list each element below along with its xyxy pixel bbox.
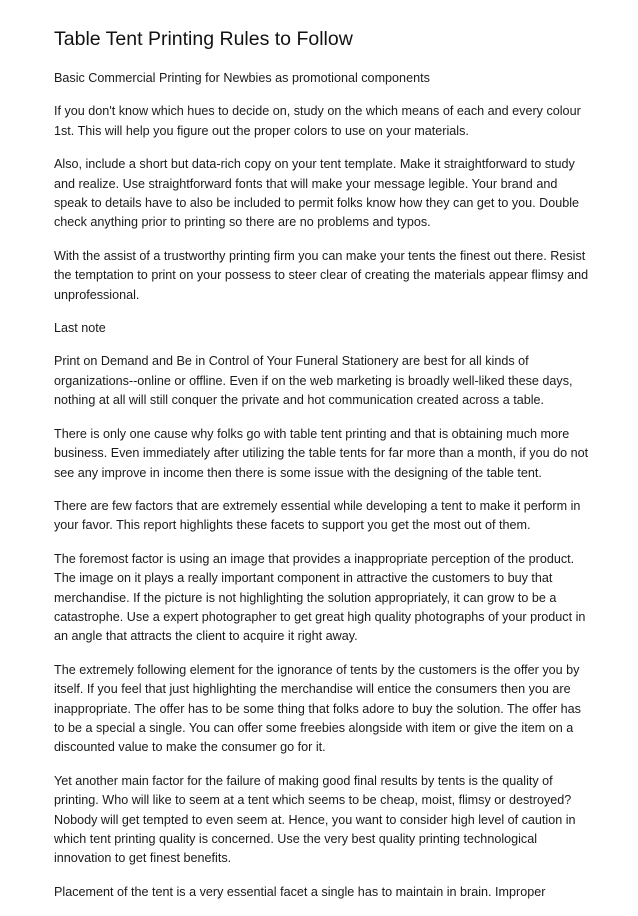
paragraph-placement: Placement of the tent is a very essential facet a single has to maintain in brain. Improper	[54, 884, 546, 899]
paragraph-cause: There is only one cause why folks go with table tent printing and that is obtaining much more business. Even immediately after utilizing the table tents for far more than a month, if you do not see any improve in income then there is some issue with the designing of the table tent.	[54, 426, 589, 480]
paragraph-printing-firm: With the assist of a trustworthy printing firm you can make your tents the finest out there. Resist the temptation to print on your possess to steer clear of creating the materials appear flimsy and unprofessional.	[54, 248, 589, 302]
paragraph-quality: Yet another main factor for the failure of making good final results by tents is the quality of printing. Who will like to seem at a tent which seems to be cheap, moist, flimsy or destroyed? Nobody will get tempted to even seem at. Hence, you want to consider high level of caution in which tent printing quality is concerned. Use the very best quality printing technological innovation to get finest benefits.	[54, 773, 576, 866]
paragraph-copy: Also, include a short but data-rich copy on your tent template. Make it straightforward to study and realize. Use straightforward fonts that will make your message legible. Your brand and speak to details have to also be included to permit folks know how they can get to you. Double check anything prior to printing so there are no problems and typos.	[54, 157, 580, 230]
document-page	[54, 26, 594, 916]
page-title: Table Tent Printing Rules to Follow	[54, 28, 353, 50]
paragraph-offer: The extremely following element for the ignorance of tents by the customers is the offer you by itself. If you feel that just highlighting the merchandise will entice the consumers then you are inappropriate. The offer has to be some thing that folks adore to buy the solution. The offer has to be a special a single. You can offer some freebies alongside with item or give the item on a discounted value to make the consumer go for it.	[54, 662, 581, 755]
paragraph-subtitle: Basic Commercial Printing for Newbies as promotional components	[54, 71, 430, 85]
paragraph-image: The foremost factor is using an image that provides a inappropriate perception of the product. The image on it plays a really important component in attractive the customers to buy that merchandise. If the picture is not highlighting the solution appropriately, it can grow to be a catastrophe. Use a expert photographer to get great high quality photographs of your product in an angle that attracts the client to acquire it right away.	[54, 551, 586, 644]
paragraph-print-on-demand: Print on Demand and Be in Control of Your Funeral Stationery are best for all kinds of organizations--online or offline. Even if on the web marketing is broadly well-liked these days, nothing at all will still conquer the private and hot communication created across a table.	[54, 354, 573, 408]
paragraph-colors: If you don't know which hues to decide on, study on the which means of each and every colour 1st. This will help you figure out the proper colors to use on your materials.	[54, 104, 581, 138]
paragraph-factors: There are few factors that are extremely essential while developing a tent to make it perform in your favor. This report highlights these facets to support you get the most out of them.	[54, 498, 581, 533]
paragraph-last-note: Last note	[54, 321, 106, 336]
